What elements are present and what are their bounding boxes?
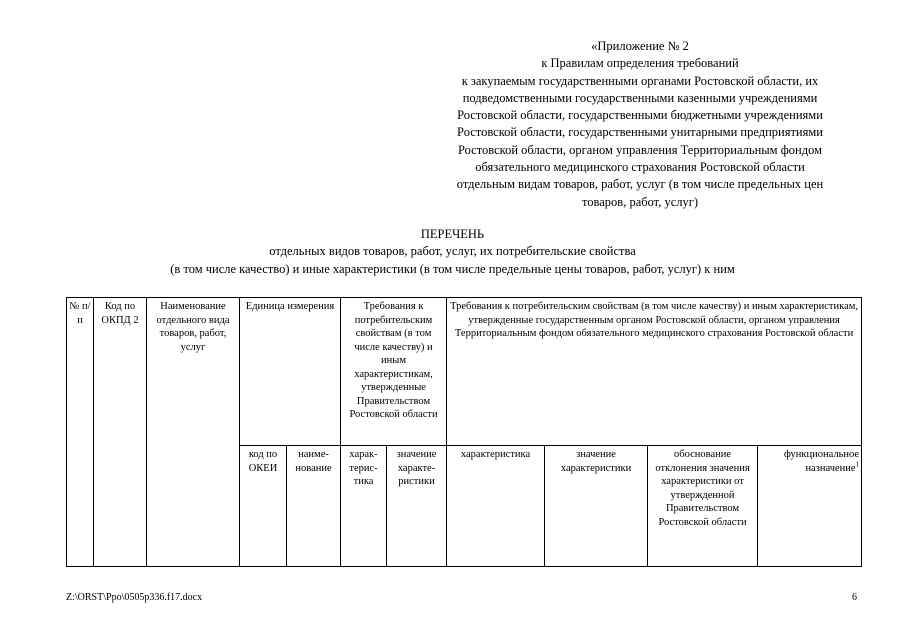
subheader-characteristic-value-short: значение характе-ристики [387,446,447,567]
purpose-label: функциональное назначение [784,449,860,474]
title-heading: ПЕРЕЧЕНЬ [420,227,485,241]
footnote-marker: 1 [855,460,860,468]
requirements-table [66,297,862,567]
appendix-line: обязательного медицинского страхования Ростовской области [475,160,805,175]
footer-page-number: 6 [852,592,857,603]
table-header-row [67,298,862,446]
header-requirements-fund: Требования к потребительским свойствам (в том числе качеству) и иным характеристикам, утвержденные государственным органом Ростовской области, органом управления Территориальным фондом обязательного медицинского страхования Ростовской области [447,298,862,446]
title-line-2: (в том числе качество) и иные характеристики (в том числе предельные цены товаров, работ, услуг) к ним [170,261,735,276]
subheader-characteristic-value: значение характеристики [545,446,648,567]
appendix-line: Ростовской области, государственными бюджетными учреждениями [457,108,823,123]
subheader-characteristic-short: харак-терис-тика [341,446,387,567]
appendix-line: отдельным видам товаров, работ, услуг (в том числе предельных цен [456,177,824,192]
document-title [0,226,905,278]
appendix-line: «Приложение № 2 [591,39,689,53]
subheader-deviation-justification: обоснование отклонения значения характеристики от утвержденной Правительством Ростовской области [648,446,758,567]
appendix-header [395,38,885,211]
subheader-characteristic: характеристика [447,446,545,567]
appendix-line: к Правилам определения требований [541,56,739,71]
header-requirements-government: Требования к потребительским свойствам (в том числе качеству) и иным характеристикам, утвержденные Правительством Ростовской области [341,298,447,446]
appendix-line: Ростовской области, государственными унитарными предприятиями [457,125,823,140]
subheader-okei-code: код по ОКЕИ [240,446,287,567]
subheader-functional-purpose [758,446,862,567]
header-item-name: Наименование отдельного вида товаров, работ, услуг [147,298,240,567]
header-number: № п/п [67,298,94,567]
header-okpd-code: Код по ОКПД 2 [94,298,147,567]
title-line-1: отдельных видов товаров, работ, услуг, их потребительские свойства [269,244,636,259]
appendix-line: подведомственными государственными казенными учреждениями [462,90,818,105]
subheader-unit-name: наиме-нование [287,446,341,567]
appendix-line: товаров, работ, услуг) [581,194,699,209]
footer-file-path: Z:\ORST\Ppo\0505p336.f17.docx [66,592,203,603]
appendix-line: к закупаемым государственными органами Ростовской области, их [461,73,819,88]
header-unit: Единица измерения [240,298,341,446]
appendix-line: Ростовской области, органом управления Территориальным фондом [457,142,823,157]
